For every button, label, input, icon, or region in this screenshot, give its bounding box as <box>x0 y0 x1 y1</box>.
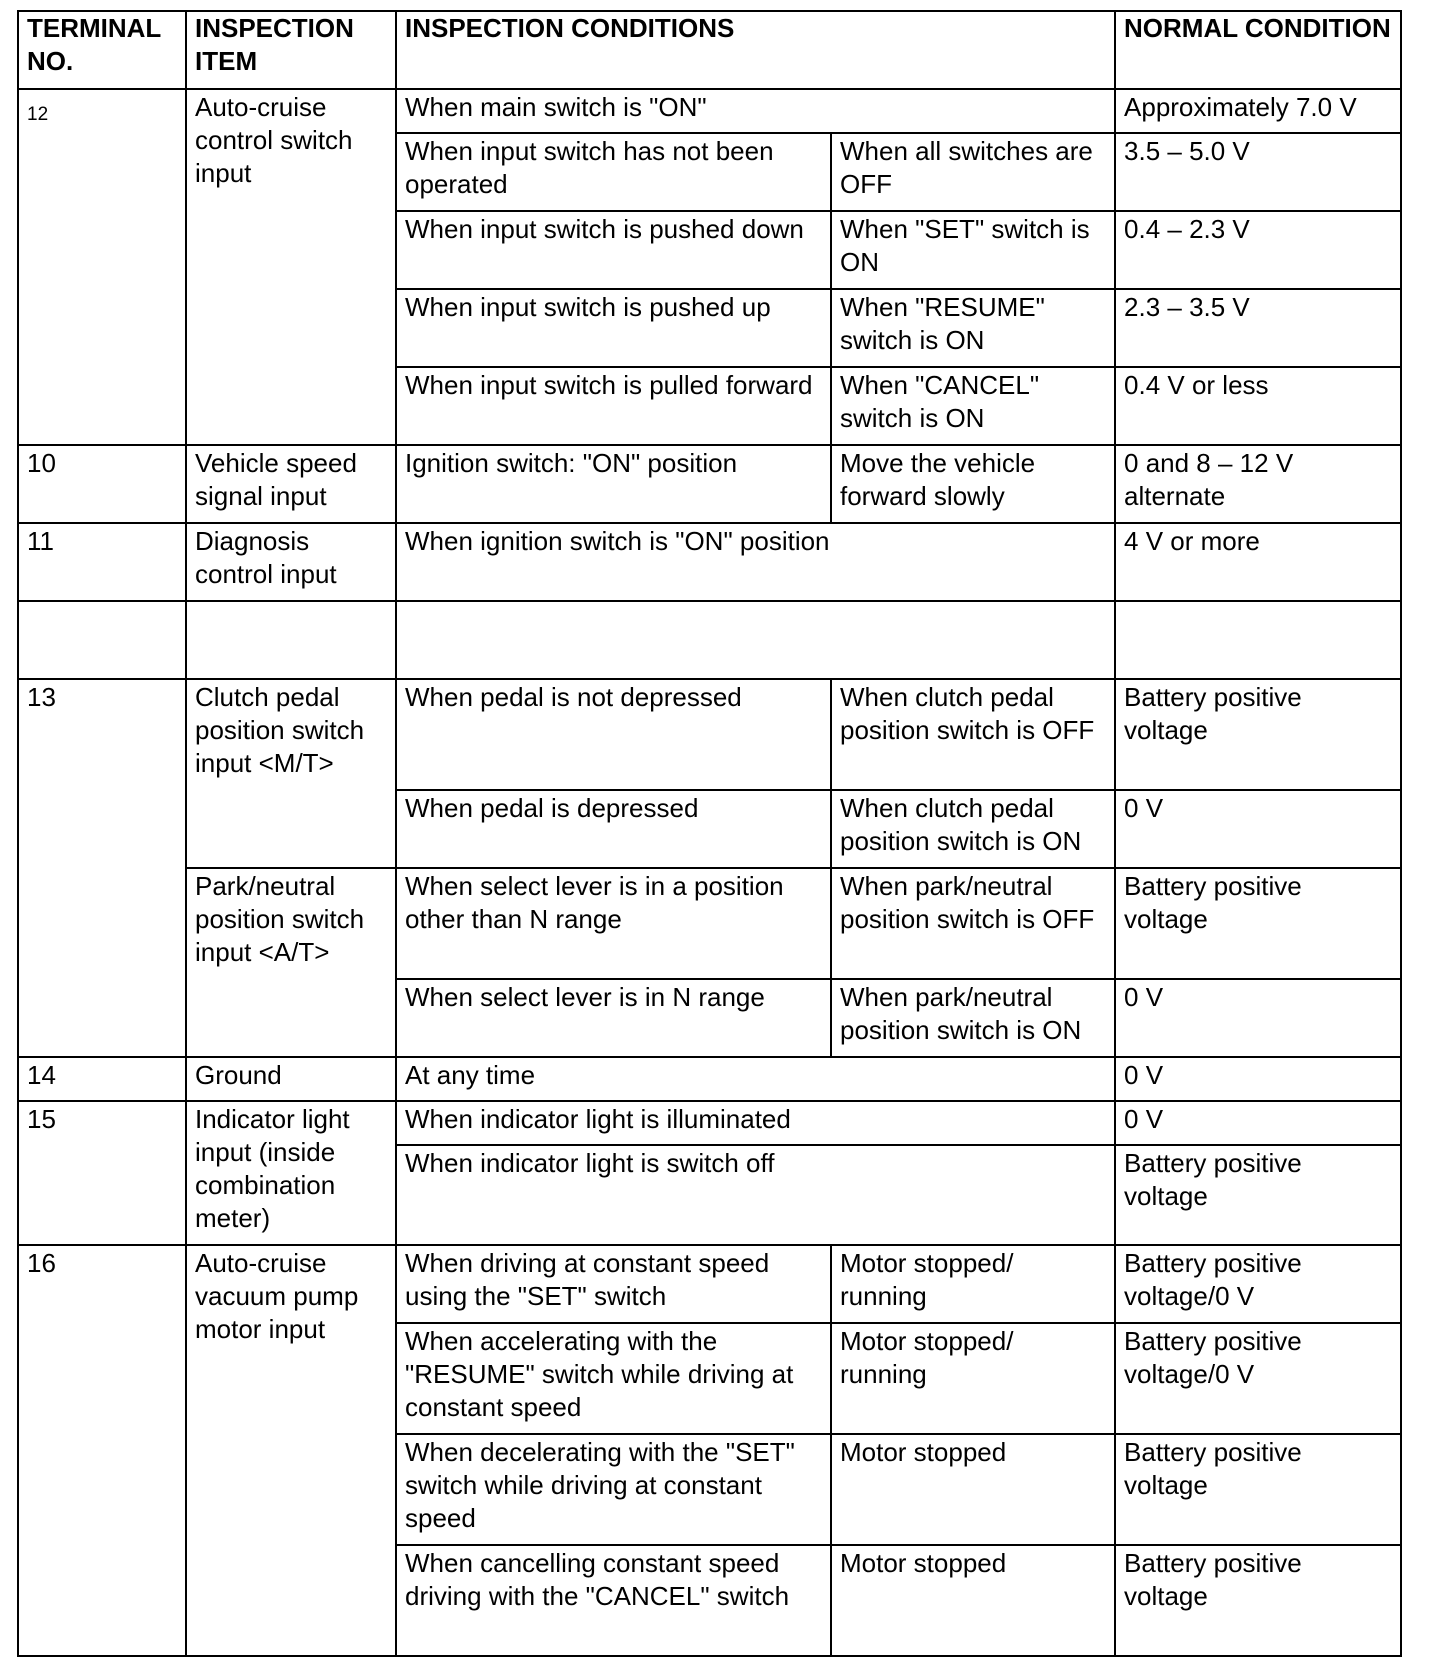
terminal-no-cell: 13 <box>18 679 186 1057</box>
sub-condition-cell: When park/neutral position switch is ON <box>831 979 1115 1057</box>
empty-row <box>18 601 1401 679</box>
terminal-no-cell: 15 <box>18 1101 186 1245</box>
normal-condition-cell: 0.4 V or less <box>1115 367 1401 445</box>
condition-cell: When main switch is "ON" <box>396 89 1115 133</box>
condition-cell: When accelerating with the "RESUME" switch while driving at constant speed <box>396 1323 831 1434</box>
table-row <box>18 445 1401 523</box>
sub-condition-cell: Motor stopped/ running <box>831 1323 1115 1434</box>
terminal-no-cell: 11 <box>18 523 186 601</box>
condition-cell: When indicator light is switch off <box>396 1145 1115 1245</box>
header-terminal-no: TERMINAL NO. <box>18 11 186 89</box>
condition-cell: When select lever is in a position other than N range <box>396 868 831 979</box>
sub-condition-cell: Motor stopped/ running <box>831 1245 1115 1323</box>
sub-condition-cell: Motor stopped <box>831 1434 1115 1545</box>
inspection-item-cell: Auto-cruise vacuum pump motor input <box>186 1245 396 1656</box>
terminal-no-cell: 14 <box>18 1057 186 1101</box>
inspection-item-cell: Vehicle speed signal input <box>186 445 396 523</box>
condition-cell: When input switch is pushed down <box>396 211 831 289</box>
empty-cell <box>1115 601 1401 679</box>
normal-condition-cell: 0 V <box>1115 1101 1401 1145</box>
terminal-no-cell: 12 <box>18 89 186 445</box>
condition-cell: When input switch is pushed up <box>396 289 831 367</box>
inspection-item-cell: Indicator light input (inside combination meter) <box>186 1101 396 1245</box>
inspection-item-cell: Auto-cruise control switch input <box>186 89 396 445</box>
header-inspection-item: INSPECTION ITEM <box>186 11 396 89</box>
table-row <box>18 1245 1401 1323</box>
sub-condition-cell: When all switches are OFF <box>831 133 1115 211</box>
sub-condition-cell: When "SET" switch is ON <box>831 211 1115 289</box>
normal-condition-cell: Battery positive voltage/0 V <box>1115 1323 1401 1434</box>
condition-cell: When pedal is not depressed <box>396 679 831 790</box>
normal-condition-cell: 0 V <box>1115 1057 1401 1101</box>
condition-cell: When pedal is depressed <box>396 790 831 868</box>
inspection-item-cell: Clutch pedal position switch input <M/T> <box>186 679 396 868</box>
condition-cell: When decelerating with the "SET" switch while driving at constant speed <box>396 1434 831 1545</box>
empty-cell <box>186 601 396 679</box>
table-row <box>18 523 1401 601</box>
empty-cell <box>396 601 1115 679</box>
condition-cell: When driving at constant speed using the "SET" switch <box>396 1245 831 1323</box>
table-row <box>18 679 1401 790</box>
sub-condition-cell: When "CANCEL" switch is ON <box>831 367 1115 445</box>
normal-condition-cell: Approximately 7.0 V <box>1115 89 1401 133</box>
sub-condition-cell: When park/neutral position switch is OFF <box>831 868 1115 979</box>
sub-condition-cell: When clutch pedal position switch is OFF <box>831 679 1115 790</box>
condition-cell: When indicator light is illuminated <box>396 1101 1115 1145</box>
normal-condition-cell: Battery positive voltage <box>1115 1434 1401 1545</box>
sub-condition-cell: When clutch pedal position switch is ON <box>831 790 1115 868</box>
condition-cell: When ignition switch is "ON" position <box>396 523 1115 601</box>
condition-cell: When cancelling constant speed driving with the "CANCEL" switch <box>396 1545 831 1656</box>
normal-condition-cell: 3.5 – 5.0 V <box>1115 133 1401 211</box>
header-row <box>18 11 1401 89</box>
sub-condition-cell: Move the vehicle forward slowly <box>831 445 1115 523</box>
sub-condition-cell: When "RESUME" switch is ON <box>831 289 1115 367</box>
table-row <box>18 1101 1401 1145</box>
inspection-table <box>17 10 1402 1657</box>
normal-condition-cell: 2.3 – 3.5 V <box>1115 289 1401 367</box>
condition-cell: When select lever is in N range <box>396 979 831 1057</box>
terminal-no-cell: 16 <box>18 1245 186 1656</box>
normal-condition-cell: Battery positive voltage <box>1115 1145 1401 1245</box>
table-row <box>18 89 1401 133</box>
table-row <box>18 868 1401 979</box>
normal-condition-cell: 0 V <box>1115 979 1401 1057</box>
normal-condition-cell: Battery positive voltage <box>1115 868 1401 979</box>
normal-condition-cell: 0.4 – 2.3 V <box>1115 211 1401 289</box>
normal-condition-cell: Battery positive voltage <box>1115 679 1401 790</box>
normal-condition-cell: 0 V <box>1115 790 1401 868</box>
header-normal-condition: NORMAL CONDITION <box>1115 11 1401 89</box>
condition-cell: When input switch has not been operated <box>396 133 831 211</box>
header-inspection-conditions: INSPECTION CONDITIONS <box>396 11 1115 89</box>
empty-cell <box>18 601 186 679</box>
normal-condition-cell: 4 V or more <box>1115 523 1401 601</box>
terminal-no-cell: 10 <box>18 445 186 523</box>
normal-condition-cell: Battery positive voltage <box>1115 1545 1401 1656</box>
inspection-item-cell: Park/neutral position switch input <A/T> <box>186 868 396 1057</box>
normal-condition-cell: 0 and 8 – 12 V alternate <box>1115 445 1401 523</box>
normal-condition-cell: Battery positive voltage/0 V <box>1115 1245 1401 1323</box>
inspection-item-cell: Ground <box>186 1057 396 1101</box>
condition-cell: At any time <box>396 1057 1115 1101</box>
condition-cell: Ignition switch: "ON" position <box>396 445 831 523</box>
table-row <box>18 1057 1401 1101</box>
condition-cell: When input switch is pulled forward <box>396 367 831 445</box>
inspection-item-cell: Diagnosis control input <box>186 523 396 601</box>
sub-condition-cell: Motor stopped <box>831 1545 1115 1656</box>
